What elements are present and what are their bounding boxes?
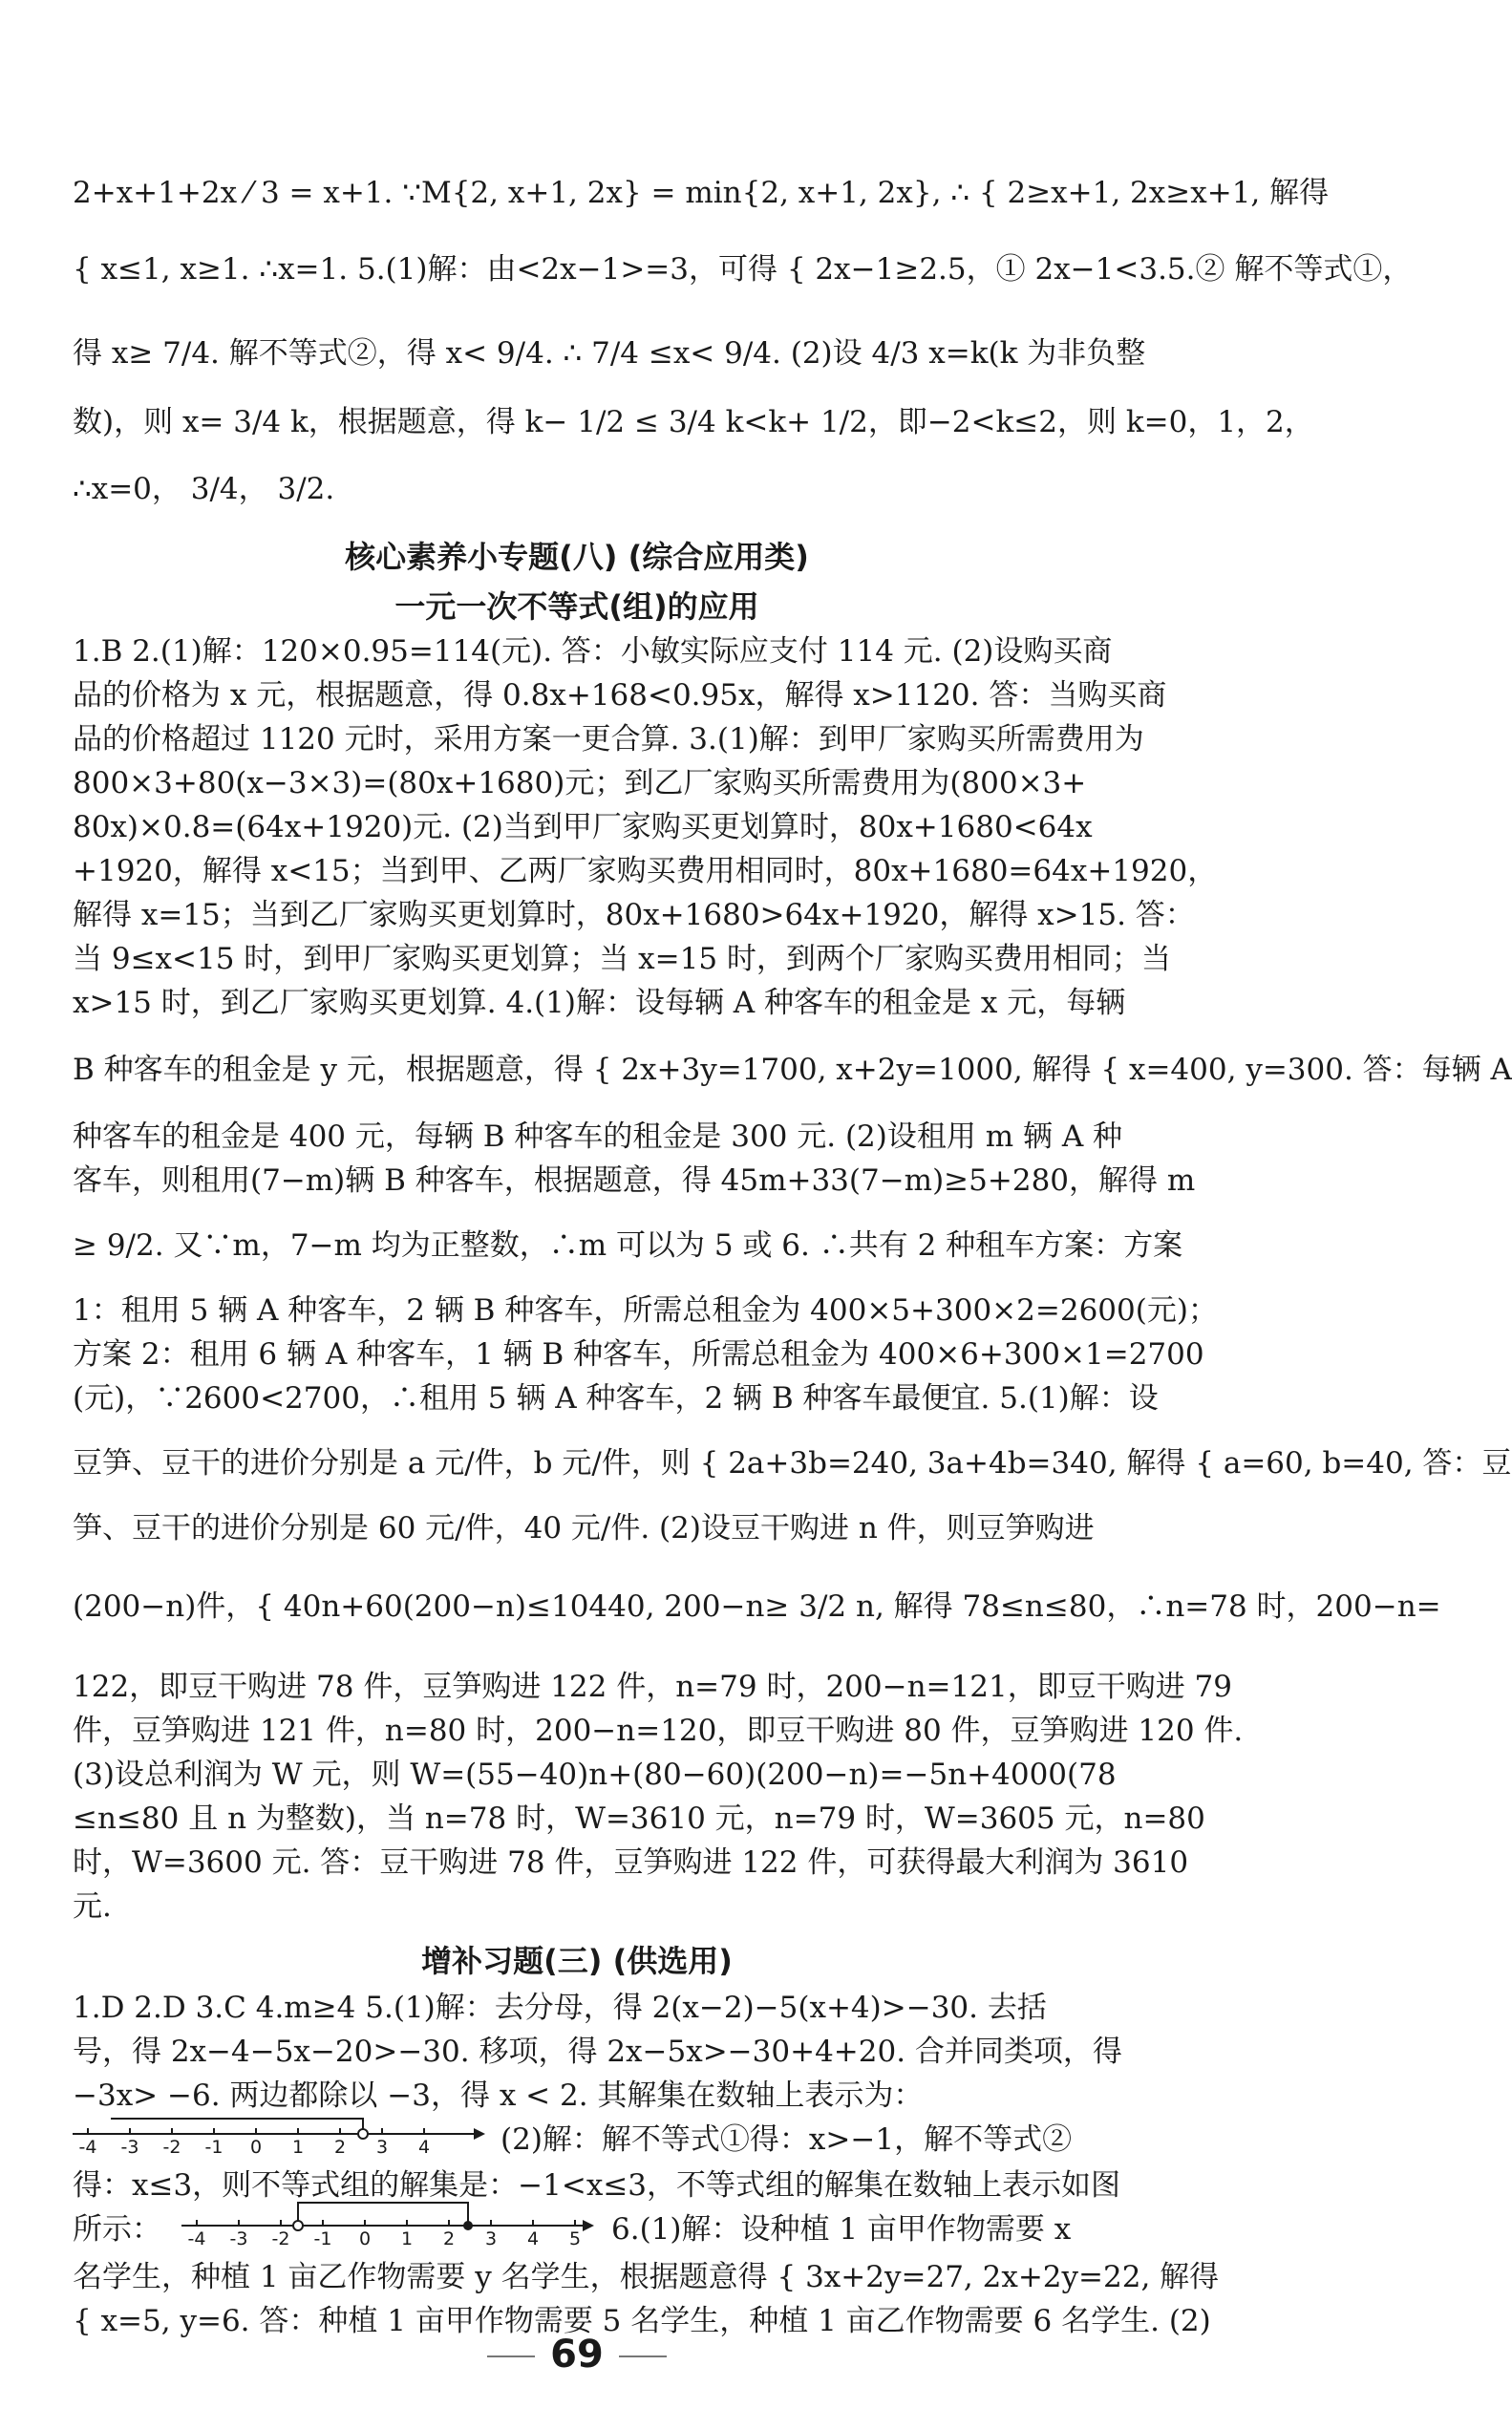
section-title: 增补习题(三) (供选用) [421, 1943, 733, 1979]
tick-label: -3 [120, 2137, 139, 2158]
tick-label: -4 [187, 2228, 206, 2249]
text-line: x>15 时，到乙厂家购买更划算. 4.(1)解：设每辆 A 种客车的租金是 x 元，每辆 [73, 986, 1126, 1020]
text-line: 名学生，种植 1 亩乙作物需要 y 名学生，根据题意得 { 3x+2y=27, 2x+2y=22, 解得 [73, 2260, 1220, 2294]
text-line: 品的价格为 x 元，根据题意，得 0.8x+168<0.95x，解得 x>1120. 答：当购买商 [73, 678, 1167, 713]
section-subtitle: 一元一次不等式(组)的应用 [394, 588, 759, 625]
text-line: 品的价格超过 1120 元时，采用方案一更合算. 3.(1)解：到甲厂家购买所需费用为 [73, 722, 1144, 757]
tick-label: -2 [162, 2137, 181, 2158]
text-line: 号，得 2x−4−5x−20>−30. 移项，得 2x−5x>−30+4+20. 合并同类项，得 [73, 2035, 1122, 2069]
text-line: 方案 2：租用 6 辆 A 种客车，1 辆 B 种客车，所需总租金为 400×6+300×1=2700 [73, 1337, 1204, 1372]
text-line: 当 9≤x<15 时，到甲厂家购买更划算；当 x=15 时，到两个厂家购买费用相同；当 [73, 942, 1171, 976]
text-line: 时，W=3600 元. 答：豆干购进 78 件，豆笋购进 122 件，可获得最大利润为 3610 [73, 1845, 1189, 1880]
tick-label: -2 [271, 2228, 290, 2249]
section-title: 核心素养小专题(八) (综合应用类) [345, 539, 809, 575]
text-line: ≤n≤80 且 n 为整数)，当 n=78 时，W=3610 元，n=79 时，W=3605 元，n=80 [73, 1801, 1205, 1836]
text-line: (元)，∵2600<2700，∴租用 5 辆 A 种客车，2 辆 B 种客车最便宜. 5.(1)解：设 [73, 1381, 1159, 1416]
text-line: 122，即豆干购进 78 件，豆笋购进 122 件，n=79 时，200−n=121，即豆干购进 79 [73, 1670, 1232, 1704]
page-number-row [0, 2331, 1154, 2378]
text-line: B 种客车的租金是 y 元，根据题意，得 { 2x+3y=1700, x+2y=1000, 解得 { x=400, y=300. 答：每辆 A [73, 1053, 1512, 1087]
text-line: { x≤1, x≥1. ∴x=1. 5.(1)解：由<2x−1>=3，可得 { 2x−1≥2.5，① 2x−1<3.5.② 解不等式①， [73, 252, 1413, 287]
text-line: 客车，则租用(7−m)辆 B 种客车，根据题意，得 45m+33(7−m)≥5+280，解得 m [73, 1163, 1196, 1198]
tick-label: 3 [484, 2228, 498, 2249]
tick-label: 0 [358, 2228, 372, 2249]
text-line: 解得 x=15；当到乙厂家购买更划算时，80x+1680>64x+1920，解得 x>15. 答： [73, 898, 1195, 932]
text-line: (2)解：解不等式①得：x>−1，解不等式② [500, 2122, 1073, 2157]
text-line: 件，豆笋购进 121 件，n=80 时，200−n=120，即豆干购进 80 件，豆笋购进 120 件. [73, 1714, 1244, 1748]
number-line-2 [181, 2197, 602, 2247]
tick-label: 4 [417, 2137, 431, 2158]
text-line: 1.B 2.(1)解：120×0.95=114(元). 答：小敏实际应支付 114 元. (2)设购买商 [73, 634, 1113, 669]
text-line: 800×3+80(x−3×3)=(80x+1680)元；到乙厂家购买所需费用为(800×3+ [73, 766, 1087, 800]
text-line: 所示： [73, 2212, 161, 2247]
text-line: 元. [73, 1889, 112, 1924]
text-line: 80x)×0.8=(64x+1920)元. (2)当到甲厂家购买更划算时，80x+1680<64x [73, 810, 1093, 844]
text-line: 2+x+1+2x ⁄ 3 = x+1. ∵M{2, x+1, 2x} = min{2, x+1, 2x}, ∴ { 2≥x+1, 2x≥x+1, 解得 [73, 176, 1330, 210]
divider [487, 2355, 535, 2357]
text-line: 得：x≤3，则不等式组的解集是：−1<x≤3，不等式组的解集在数轴上表示如图 [73, 2168, 1121, 2203]
text-line: 笋、豆干的进价分别是 60 元/件，40 元/件. (2)设豆干购进 n 件，则豆笋购进 [73, 1511, 1095, 1545]
tick-label: -1 [204, 2137, 224, 2158]
text-line: 1.D 2.D 3.C 4.m≥4 5.(1)解：去分母，得 2(x−2)−5(x+4)>−30. 去括 [73, 1991, 1047, 2025]
tick-label: 3 [375, 2137, 389, 2158]
number-line-1 [73, 2115, 512, 2164]
tick-label: -4 [78, 2137, 97, 2158]
tick-label: 1 [291, 2137, 305, 2158]
text-line: ∴x=0， 3/4， 3/2. [73, 472, 335, 506]
tick-label: 1 [400, 2228, 414, 2249]
tick-label: -1 [313, 2228, 332, 2249]
text-line: +1920，解得 x<15；当到甲、乙两厂家购买费用相同时，80x+1680=64x+1920， [73, 854, 1218, 888]
tick-label: 5 [568, 2228, 582, 2249]
text-line: −3x> −6. 两边都除以 −3，得 x < 2. 其解集在数轴上表示为： [73, 2078, 924, 2113]
tick-label: 2 [442, 2228, 456, 2249]
divider [619, 2355, 667, 2357]
text-line: 6.(1)解：设种植 1 亩甲作物需要 x [611, 2212, 1072, 2247]
text-line: 种客车的租金是 400 元，每辆 B 种客车的租金是 300 元. (2)设租用 m 辆 A 种 [73, 1119, 1123, 1154]
tick-label: 4 [526, 2228, 540, 2249]
text-line: 得 x≥ 7/4. 解不等式②，得 x< 9/4. ∴ 7/4 ≤x< 9/4. (2)设 4/3 x=k(k 为非负整 [73, 336, 1146, 371]
text-line: 豆笋、豆干的进价分别是 a 元/件，b 元/件，则 { 2a+3b=240, 3a+4b=340, 解得 { a=60, b=40, 答：豆 [73, 1446, 1512, 1481]
tick-label: -3 [229, 2228, 248, 2249]
page-number: 69 [550, 2333, 604, 2377]
text-line: (3)设总利润为 W 元，则 W=(55−40)n+(80−60)(200−n)=−5n+4000(78 [73, 1758, 1117, 1792]
text-line: 数)，则 x= 3/4 k，根据题意，得 k− 1/2 ≤ 3/4 k<k+ 1/2，即−2<k≤2，则 k=0，1，2， [73, 405, 1314, 439]
text-line: 1：租用 5 辆 A 种客车，2 辆 B 种客车，所需总租金为 400×5+300×2=2600(元)； [73, 1293, 1218, 1328]
text-line: (200−n)件，{ 40n+60(200−n)≤10440, 200−n≥ 3/2 n, 解得 78≤n≤80，∴n=78 时，200−n= [73, 1589, 1441, 1624]
text-line: ≥ 9/2. 又∵m，7−m 均为正整数，∴m 可以为 5 或 6. ∴共有 2 种租车方案：方案 [73, 1228, 1183, 1263]
tick-label: 2 [333, 2137, 347, 2158]
text-line: { x=5, y=6. 答：种植 1 亩甲作物需要 5 名学生，种植 1 亩乙作物需要 6 名学生. (2) [73, 2304, 1211, 2338]
tick-label: 0 [249, 2137, 263, 2158]
